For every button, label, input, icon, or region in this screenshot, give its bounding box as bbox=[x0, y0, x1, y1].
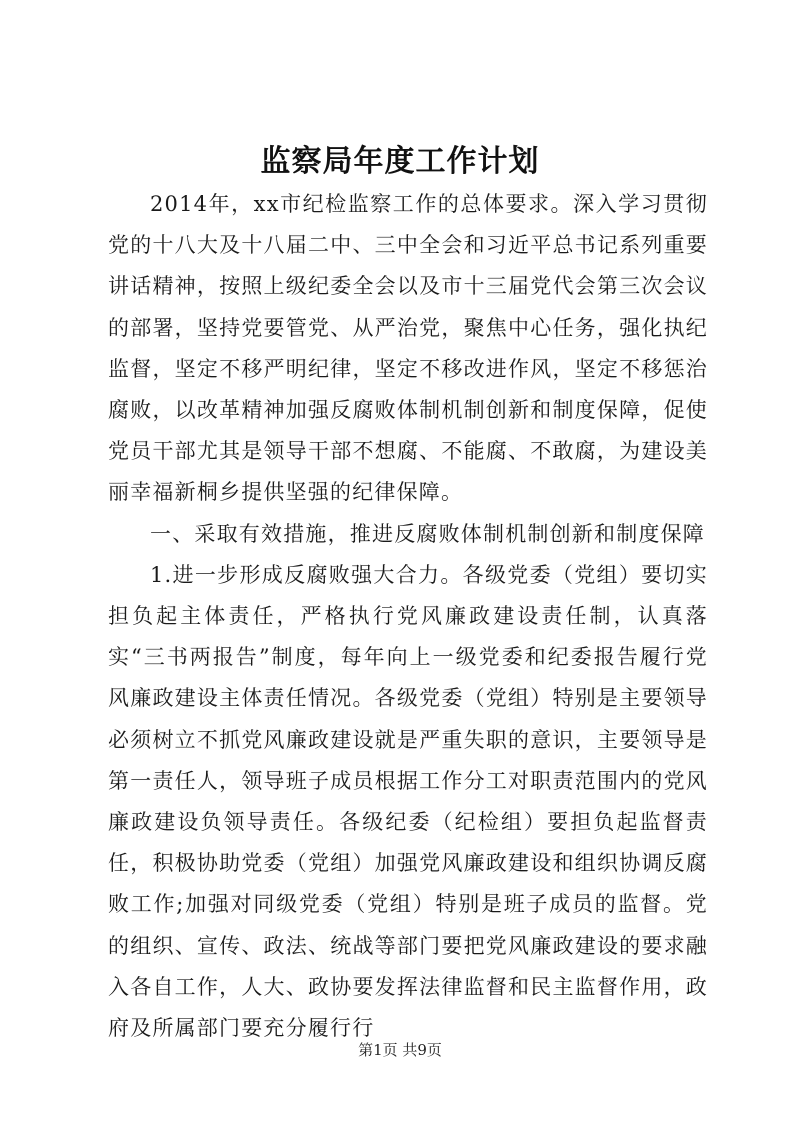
page-number: 第1页 共9页 bbox=[358, 1041, 442, 1059]
document-body bbox=[108, 184, 708, 1049]
document-title: 监察局年度工作计划 bbox=[260, 144, 540, 179]
paragraph-item-1: 1.进一步形成反腐败强大合力。各级党委（党组）要切实担负起主体责任，严格执行党风廉政建设责任制，认真落实“三书两报告”制度，每年向上一级党委和纪委报告履行党风廉政建设主体责任情况。各级党委（党组）特别是主要领导必须树立不抓党风廉政建设就是严重失职的意识，主要领导是第一责任人，领导班子成员根据工作分工对职责范围内的党风廉政建设负领导责任。各级纪委（纪检组）要担负起监督责任，积极协助党委（党组）加强党风廉政建设和组织协调反腐败工作;加强对同级党委（党组）特别是班子成员的监督。党的组织、宣传、政法、统战等部门要把党风廉政建设的要求融入各自工作，人大、政协要发挥法律监督和民主监督作用，政府及所属部门要充分履行行 bbox=[108, 562, 708, 1041]
paragraph-intro: 2014年，xx市纪检监察工作的总体要求。深入学习贯彻党的十八大及十八届二中、三中全会和习近平总书记系列重要讲话精神，按照上级纪委全会以及市十三届党代会第三次会议的部署，坚持党要管党、从严治党，聚焦中心任务，强化执纪监督，坚定不移严明纪律，坚定不移改进作风，坚定不移惩治腐败，以改革精神加强反腐败体制机制创新和制度保障，促使党员干部尤其是领导干部不想腐、不能腐、不敢腐，为建设美丽幸福新桐乡提供坚强的纪律保障。 bbox=[108, 192, 708, 505]
page-footer bbox=[0, 1040, 800, 1060]
section-heading: 一、采取有效措施，推进反腐败体制机制创新和制度保障 bbox=[150, 521, 705, 546]
